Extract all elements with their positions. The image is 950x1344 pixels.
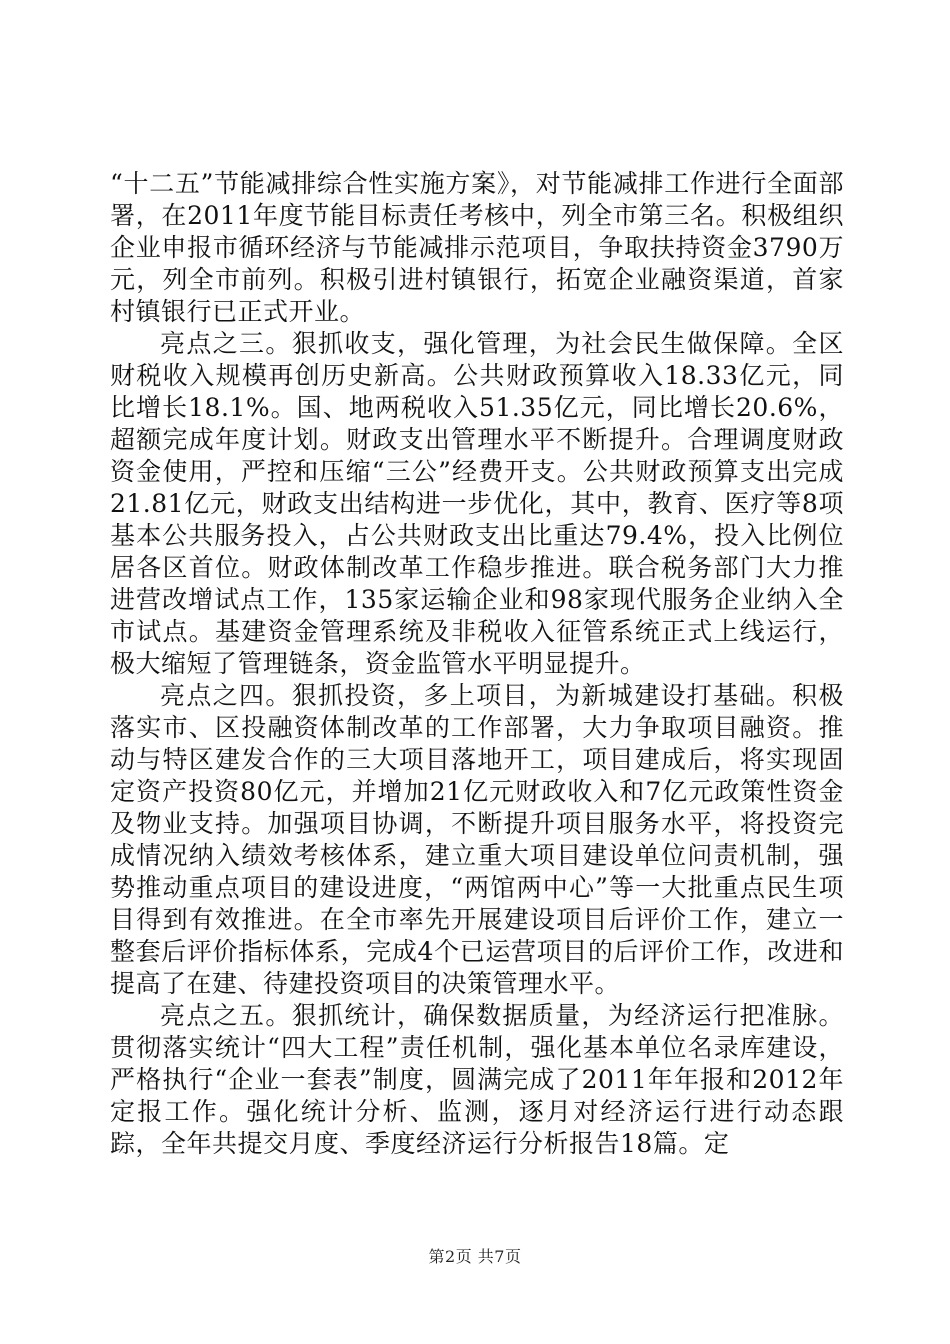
paragraph-highlight-four: 亮点之四。狠抓投资，多上项目，为新城建设打基础。积极落实市、区投融资体制改革的工作部署，大力争取项目融资。推动与特区建发合作的三大项目落地开工，项目建成后，将实现固定资产投资80亿元，并增加21亿元财政收入和7亿元政策性资金及物业支持。加强项目协调，不断提升项目服务水平，将投资完成情况纳入绩效考核体系，建立重大项目建设单位问责机制，强势推动重点项目的建设进度，“两馆两中心”等一大批重点民生项目得到有效推进。在全市率先开展建设项目后评价工作，建立一整套后评价指标体系，完成4个已运营项目的后评价工作，改进和提高了在建、待建投资项目的决策管理水平。	[110, 681, 844, 998]
paragraph-highlight-five: 亮点之五。狠抓统计，确保数据质量，为经济运行把准脉。贯彻落实统计“四大工程”责任机制，强化基本单位名录库建设，严格执行“企业一套表”制度，圆满完成了2011年年报和2012年定报工作。强化统计分析、监测，逐月对经济运行进行动态跟踪，全年共提交月度、季度经济运行分析报告18篇。定	[110, 1001, 844, 1158]
paragraph-highlight-three: 亮点之三。狠抓收支，强化管理，为社会民生做保障。全区财税收入规模再创历史新高。公共财政预算收入18.33亿元，同比增长18.1%。国、地两税收入51.35亿元，同比增长20.6%，超额完成年度计划。财政支出管理水平不断提升。合理调度财政资金使用，严控和压缩“三公”经费开支。公共财政预算支出完成21.81亿元，财政支出结构进一步优化，其中，教育、医疗等8项基本公共服务投入，占公共财政支出比重达79.4%，投入比例位居各区首位。财政体制改革工作稳步推进。联合税务部门大力推进营改增试点工作，135家运输企业和98家现代服务企业纳入全市试点。基建资金管理系统及非税收入征管系统正式上线运行，极大缩短了管理链条，资金监管水平明显提升。	[110, 329, 844, 678]
page-number-footer: 第2页 共7页	[428, 1247, 522, 1266]
document-body	[110, 168, 844, 1160]
paragraph-continuation: “十二五”节能减排综合性实施方案》，对节能减排工作进行全面部署，在2011年度节能目标责任考核中，列全市第三名。积极组织企业申报市循环经济与节能减排示范项目，争取扶持资金3790万元，列全市前列。积极引进村镇银行，拓宽企业融资渠道，首家村镇银行已正式开业。	[110, 169, 844, 326]
